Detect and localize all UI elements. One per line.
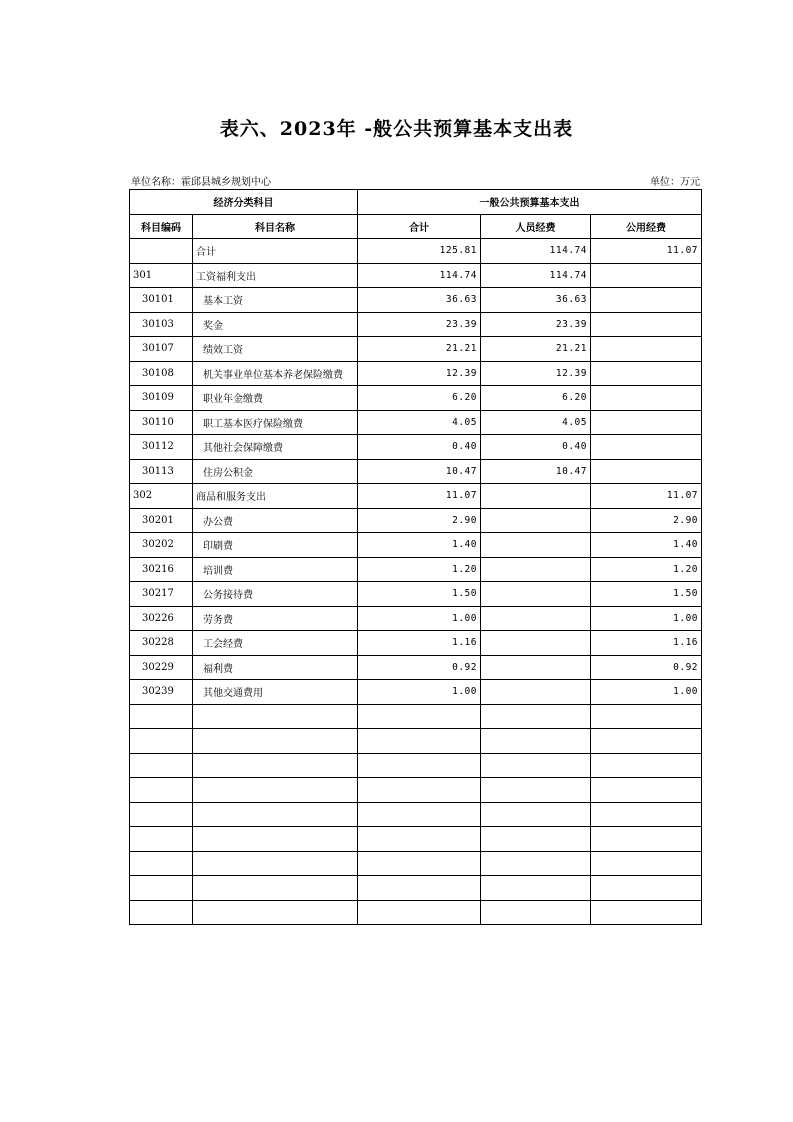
cell-total: 21.21 [358,337,481,362]
cell-public [591,288,702,313]
table-row [130,312,702,337]
cell-code [130,900,193,925]
table-row [130,484,702,509]
cell-name [193,704,358,729]
cell-public: 11.07 [591,484,702,509]
cell-name: 公务接待费 [193,582,358,607]
cell-total [358,851,481,876]
cell-name: 职业年金缴费 [193,386,358,411]
cell-name [193,802,358,827]
cell-total: 12.39 [358,361,481,386]
cell-personnel [481,631,591,656]
cell-public: 0.92 [591,655,702,680]
cell-personnel [481,802,591,827]
cell-name: 基本工资 [193,288,358,313]
table-row [130,239,702,264]
cell-name: 合计 [193,239,358,264]
cell-personnel: 10.47 [481,459,591,484]
cell-total: 1.40 [358,533,481,558]
cell-public: 1.40 [591,533,702,558]
cell-personnel [481,900,591,925]
cell-personnel: 4.05 [481,410,591,435]
cell-personnel: 21.21 [481,337,591,362]
cell-code: 30101 [130,288,193,313]
cell-total: 1.00 [358,680,481,705]
table-row [130,900,702,925]
cell-total [358,876,481,901]
cell-total: 0.40 [358,435,481,460]
cell-total: 1.20 [358,557,481,582]
header-basic-expenditure: 一般公共预算基本支出 [358,190,702,215]
cell-personnel [481,484,591,509]
cell-personnel: 23.39 [481,312,591,337]
cell-name: 福利费 [193,655,358,680]
cell-public [591,778,702,803]
cell-public [591,753,702,778]
cell-name: 培训费 [193,557,358,582]
header-code: 科目编码 [130,214,193,239]
cell-total: 2.90 [358,508,481,533]
table-row [130,459,702,484]
cell-code: 30239 [130,680,193,705]
cell-public [591,337,702,362]
cell-public [591,386,702,411]
cell-personnel: 12.39 [481,361,591,386]
cell-code [130,851,193,876]
header-economic-category: 经济分类科目 [130,190,358,215]
cell-name: 商品和服务支出 [193,484,358,509]
cell-total: 125.81 [358,239,481,264]
cell-public: 11.07 [591,239,702,264]
cell-personnel [481,753,591,778]
cell-total: 1.00 [358,606,481,631]
cell-total [358,778,481,803]
table-row [130,851,702,876]
cell-name: 工会经费 [193,631,358,656]
cell-personnel [481,680,591,705]
budget-table [129,189,702,925]
table-row [130,827,702,852]
table-row [130,655,702,680]
table-row [130,802,702,827]
cell-name: 职工基本医疗保险缴费 [193,410,358,435]
cell-name: 机关事业单位基本养老保险缴费 [193,361,358,386]
cell-code: 30103 [130,312,193,337]
cell-name [193,876,358,901]
cell-personnel: 36.63 [481,288,591,313]
cell-personnel [481,704,591,729]
cell-code: 30112 [130,435,193,460]
unit-label: 单位：万元 [650,177,700,188]
cell-total: 10.47 [358,459,481,484]
cell-code: 301 [130,263,193,288]
cell-total: 23.39 [358,312,481,337]
table-row [130,606,702,631]
cell-name: 劳务费 [193,606,358,631]
cell-total [358,900,481,925]
cell-code: 30229 [130,655,193,680]
cell-name [193,900,358,925]
cell-name [193,778,358,803]
header-public: 公用经费 [591,214,702,239]
cell-code: 30201 [130,508,193,533]
table-row [130,410,702,435]
table-row [130,361,702,386]
cell-code: 302 [130,484,193,509]
cell-personnel [481,582,591,607]
cell-code: 30110 [130,410,193,435]
cell-public [591,827,702,852]
cell-name [193,851,358,876]
cell-code: 30226 [130,606,193,631]
cell-name: 奖金 [193,312,358,337]
table-row [130,288,702,313]
cell-public: 1.16 [591,631,702,656]
cell-public [591,802,702,827]
header-name: 科目名称 [193,214,358,239]
cell-public [591,704,702,729]
cell-code: 30217 [130,582,193,607]
cell-code: 30107 [130,337,193,362]
table-row [130,778,702,803]
cell-public: 1.00 [591,606,702,631]
cell-public [591,876,702,901]
cell-total [358,753,481,778]
cell-code: 30228 [130,631,193,656]
cell-personnel [481,851,591,876]
header-personnel: 人员经费 [481,214,591,239]
cell-total: 11.07 [358,484,481,509]
cell-public [591,435,702,460]
cell-code: 30108 [130,361,193,386]
cell-code [130,729,193,754]
cell-code: 30113 [130,459,193,484]
cell-total [358,729,481,754]
cell-public: 1.20 [591,557,702,582]
cell-personnel [481,606,591,631]
table-row [130,680,702,705]
cell-total [358,802,481,827]
cell-name [193,827,358,852]
page-title: 表六、2023年 -般公共预算基本支出表 [219,118,574,140]
cell-name: 工资福利支出 [193,263,358,288]
table-row [130,557,702,582]
cell-total [358,704,481,729]
cell-total: 4.05 [358,410,481,435]
cell-code [130,753,193,778]
cell-public [591,729,702,754]
cell-name: 绩效工资 [193,337,358,362]
table-row [130,582,702,607]
cell-code: 30216 [130,557,193,582]
cell-total: 0.92 [358,655,481,680]
cell-public: 1.00 [591,680,702,705]
cell-personnel: 114.74 [481,239,591,264]
header-total: 合计 [358,214,481,239]
cell-public [591,900,702,925]
cell-code [130,239,193,264]
cell-name: 其他社会保障缴费 [193,435,358,460]
cell-personnel [481,827,591,852]
cell-public: 2.90 [591,508,702,533]
header-column-row [130,214,702,239]
cell-total: 36.63 [358,288,481,313]
table-row [130,435,702,460]
cell-name [193,729,358,754]
cell-personnel: 0.40 [481,435,591,460]
cell-public [591,459,702,484]
table-row [130,508,702,533]
cell-personnel [481,508,591,533]
cell-name [193,753,358,778]
header-group-row [130,190,702,215]
cell-public: 1.50 [591,582,702,607]
cell-public [591,851,702,876]
cell-total: 1.50 [358,582,481,607]
cell-personnel: 6.20 [481,386,591,411]
cell-personnel [481,778,591,803]
cell-name: 其他交通费用 [193,680,358,705]
cell-public [591,312,702,337]
cell-public [591,361,702,386]
table-row [130,753,702,778]
cell-code: 30109 [130,386,193,411]
cell-total: 1.16 [358,631,481,656]
cell-personnel [481,557,591,582]
cell-code [130,827,193,852]
unit-name-label: 单位名称：霍邱县城乡规划中心 [131,177,271,188]
cell-name: 印刷费 [193,533,358,558]
cell-personnel [481,729,591,754]
cell-public [591,410,702,435]
cell-personnel [481,876,591,901]
table-row [130,533,702,558]
cell-code: 30202 [130,533,193,558]
table-row [130,386,702,411]
table-row [130,337,702,362]
cell-personnel [481,533,591,558]
cell-name: 办公费 [193,508,358,533]
cell-code [130,802,193,827]
cell-total: 6.20 [358,386,481,411]
cell-personnel [481,655,591,680]
cell-code [130,778,193,803]
table-row [130,704,702,729]
cell-public [591,263,702,288]
table-row [130,631,702,656]
table-row [130,876,702,901]
table-row [130,729,702,754]
cell-code [130,876,193,901]
cell-code [130,704,193,729]
table-row [130,263,702,288]
cell-total [358,827,481,852]
table-body [130,239,702,925]
cell-name: 住房公积金 [193,459,358,484]
cell-total: 114.74 [358,263,481,288]
cell-personnel: 114.74 [481,263,591,288]
